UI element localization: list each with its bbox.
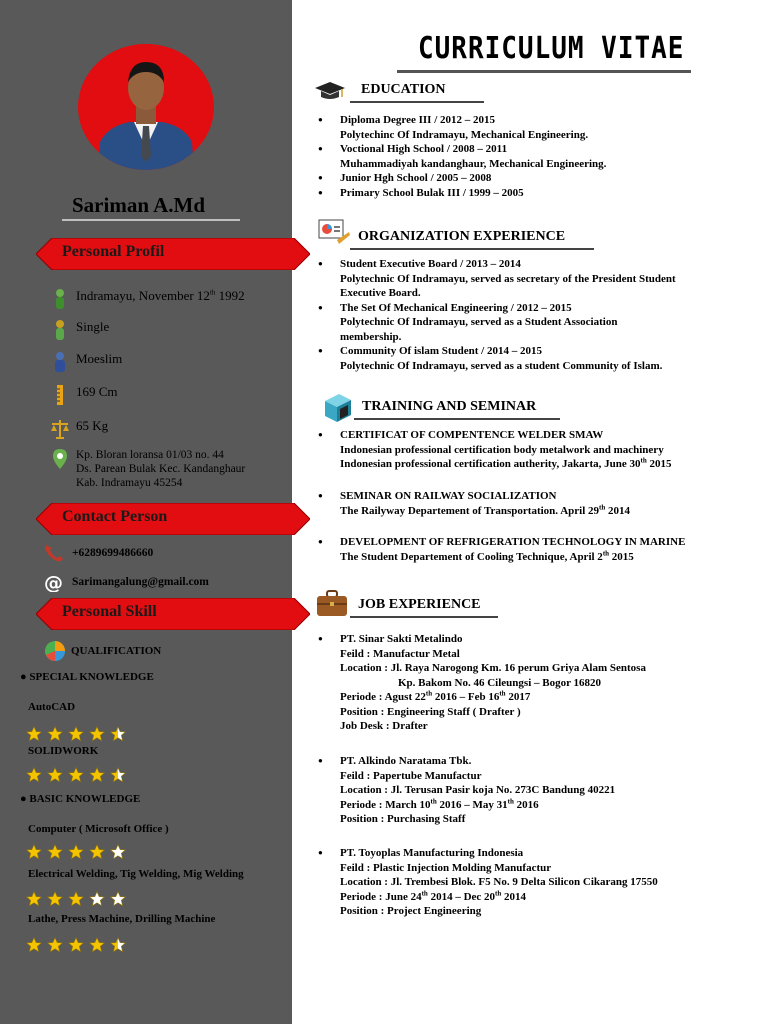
job-item-2 xyxy=(318,754,615,827)
personal-skill-title: Personal Skill xyxy=(62,603,157,620)
birth-row xyxy=(50,288,245,310)
star-icon xyxy=(68,891,84,907)
cv-title: CURRICULUM VITAE xyxy=(418,31,685,67)
list-item: ● Community Of islam Student / 2014 – 2015 Polytechnic Of Indramayu, served as a student Community of Islam. xyxy=(318,344,676,373)
skill-rating xyxy=(26,844,126,860)
training-item-2 xyxy=(318,489,630,518)
height-row xyxy=(50,384,118,406)
list-item: ● PT. Alkindo Naratama Tbk. Feild : Papertube Manufactur Location : Jl. Terusan Pasir koja No. 273C Bandung 40221 Periode : March 10th 2016 – May 31th 2016 Position : Purchasing Staff xyxy=(318,754,615,827)
training-item-1 xyxy=(318,428,671,472)
star-icon xyxy=(89,726,105,742)
list-item: ● CERTIFICAT OF COMPENTENCE WELDER SMAW Indonesian professional certification body metalwork and machinery Indonesian professional certification autherity, Jakarta, June 30th 2015 xyxy=(318,428,671,472)
skill-name: Electrical Welding, Tig Welding, Mig Welding xyxy=(28,868,244,880)
job-experience-title: JOB EXPERIENCE xyxy=(358,597,481,612)
list-item: ● Diploma Degree III / 2012 – 2015 Polytechinc Of Indramayu, Mechanical Engineering. xyxy=(318,113,606,142)
skill-name: Lathe, Press Machine, Drilling Machine xyxy=(28,913,216,925)
star-icon xyxy=(26,844,42,860)
star-icon xyxy=(68,767,84,783)
marital-status: Single xyxy=(76,319,110,334)
height: 169 Cm xyxy=(76,384,118,399)
star-icon xyxy=(89,767,105,783)
phone-icon xyxy=(42,543,66,563)
email-address: Sarimangalung@gmail.com xyxy=(72,576,209,588)
star-icon xyxy=(47,767,63,783)
user-icon xyxy=(50,351,70,373)
graduation-cap-icon xyxy=(314,80,346,102)
list-item: ● Junior Hgh School / 2005 – 2008 xyxy=(318,171,606,186)
cv-title-underline xyxy=(397,70,691,73)
star-icon xyxy=(110,844,126,860)
star-icon xyxy=(110,726,126,742)
skill-rating xyxy=(26,726,126,742)
list-item: ● Voctional High School / 2008 – 2011 Muhammadiyah kandanghaur, Mechanical Engineering. xyxy=(318,142,606,171)
email-row xyxy=(42,572,209,592)
personal-profil-title: Personal Profil xyxy=(62,243,165,260)
job-item-3 xyxy=(318,846,658,919)
briefcase-icon xyxy=(316,589,348,617)
skill-name: Computer ( Microsoft Office ) xyxy=(28,823,169,835)
person-icon xyxy=(50,288,70,310)
scale-icon xyxy=(50,418,70,440)
religion-row xyxy=(50,351,122,373)
weight: 65 Kg xyxy=(76,418,109,433)
star-icon xyxy=(68,844,84,860)
contact-person-title: Contact Person xyxy=(62,508,168,525)
skill-rating xyxy=(26,891,126,907)
star-icon xyxy=(89,844,105,860)
name-divider xyxy=(62,219,240,221)
weight-row xyxy=(50,418,108,440)
education-list xyxy=(318,113,606,200)
book-icon xyxy=(321,391,355,425)
star-icon xyxy=(47,844,63,860)
organization-underline xyxy=(350,248,594,250)
skill-name: SOLIDWORK xyxy=(28,745,99,757)
qualification-label: QUALIFICATION xyxy=(71,645,162,657)
svg-text:@: @ xyxy=(44,572,63,592)
location-pin-icon xyxy=(50,448,70,470)
list-item: ● Student Executive Board / 2013 – 2014 Polytechnic Of Indramayu, served as secretary of the President Student Executive Board. xyxy=(318,257,676,301)
list-item: ● PT. Toyoplas Manufacturing Indonesia Feild : Plastic Injection Molding Manufactur Location : Jl. Trembesi Blok. F5 No. 9 Delta Silicon Cikarang 17550 Periode : June 24th 2014 – Dec 20th 2014 Position : Project Engineering xyxy=(318,846,658,919)
religion: Moeslim xyxy=(76,351,123,366)
training-underline xyxy=(354,418,560,420)
education-title: EDUCATION xyxy=(361,82,446,97)
star-icon xyxy=(47,891,63,907)
star-icon xyxy=(68,937,84,953)
job-item-1 xyxy=(318,632,646,734)
profile-photo xyxy=(78,44,214,170)
star-icon xyxy=(26,726,42,742)
at-icon xyxy=(42,572,66,592)
training-item-3 xyxy=(318,535,685,564)
birth-info: Indramayu, November 12th 1992 xyxy=(76,288,245,303)
list-item: ● PT. Sinar Sakti Metalindo Feild : Manufactur Metal Location : Jl. Raya Narogong Km. 16 perum Griya Alam Sentosa Kp. Bakom No. 46 Cileungsi – Bogor 16820 Periode : Agust 22th 2016 – Feb 16th 2017 Position : Engineering Staff ( Drafter ) Job Desk : Drafter xyxy=(318,632,646,734)
skill-rating xyxy=(26,937,126,953)
star-icon xyxy=(47,937,63,953)
ruler-icon xyxy=(50,384,70,406)
personal-profil-banner xyxy=(36,238,310,270)
presentation-icon xyxy=(317,218,351,248)
star-icon xyxy=(110,937,126,953)
phone-row xyxy=(42,543,153,563)
phone-number: +6289699486660 xyxy=(72,547,154,559)
star-icon xyxy=(26,937,42,953)
organization-title: ORGANIZATION EXPERIENCE xyxy=(358,229,566,244)
job-experience-underline xyxy=(350,616,498,618)
basic-knowledge-title: ● BASIC KNOWLEDGE xyxy=(20,793,141,805)
list-item: ● The Set Of Mechanical Engineering / 2012 – 2015 Polytechnic Of Indramayu, served as a Student Association membership. xyxy=(318,301,676,345)
profile-name: Sariman A.Md xyxy=(72,193,206,217)
star-icon xyxy=(68,726,84,742)
list-item: ● SEMINAR ON RAILWAY SOCIALIZATION The Railyway Departement of Transportation. April 29th 2014 xyxy=(318,489,630,518)
pie-chart-icon xyxy=(43,639,67,663)
star-icon xyxy=(89,891,105,907)
skill-name: AutoCAD xyxy=(28,701,76,713)
organization-list xyxy=(318,257,676,373)
special-knowledge-title: ● SPECIAL KNOWLEDGE xyxy=(20,671,154,683)
person-status-icon xyxy=(50,319,70,341)
personal-skill-banner xyxy=(36,598,310,630)
list-item: ● DEVELOPMENT OF REFRIGERATION TECHNOLOGY IN MARINE The Student Departement of Cooling Technique, April 2th 2015 xyxy=(318,535,685,564)
star-icon xyxy=(110,767,126,783)
status-row xyxy=(50,319,109,341)
star-icon xyxy=(47,726,63,742)
training-title: TRAINING AND SEMINAR xyxy=(362,399,537,414)
contact-person-banner xyxy=(36,503,310,535)
list-item: ● Primary School Bulak III / 1999 – 2005 xyxy=(318,186,606,201)
education-underline xyxy=(350,101,484,103)
star-icon xyxy=(89,937,105,953)
address-row xyxy=(50,448,245,490)
star-icon xyxy=(26,891,42,907)
star-icon xyxy=(110,891,126,907)
star-icon xyxy=(26,767,42,783)
address: Kp. Bloran loransa 01/03 no. 44 Ds. Parean Bulak Kec. Kandanghaur Kab. Indramayu 45254 xyxy=(76,449,246,489)
skill-rating xyxy=(26,767,126,783)
